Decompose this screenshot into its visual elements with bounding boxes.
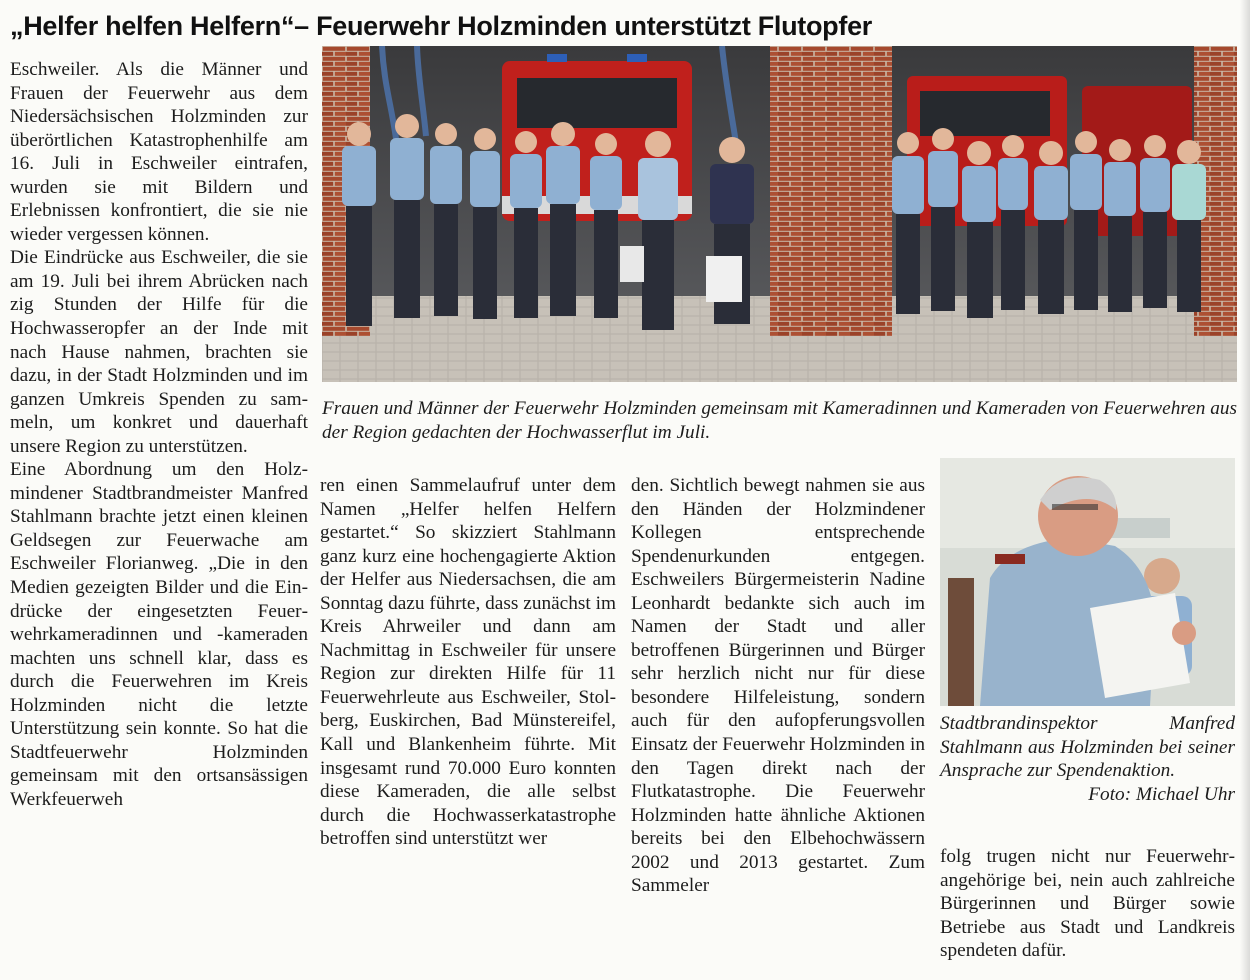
article-paragraph: Eschweiler. Als die Männer und Frauen der Feuerwehr aus dem Niedersächsischen Holzminden zur überörtlichen Katastrophenhilfe am 16. Juli in Eschweiler eintrafen, wurden sie mit Bildern und Erlebnissen konfrontiert, die sie nie wieder vergessen können. bbox=[10, 59, 308, 245]
article-column-2 bbox=[320, 474, 616, 851]
photo-caption-side bbox=[940, 712, 1235, 806]
photo-caption-main: Frauen und Männer der Feuerwehr Holzminden gemeinsam mit Kameradinnen und Kameraden von Feuerwehren aus der Region gedachten der Hochwasserflut im Juli. bbox=[322, 398, 1237, 443]
caption-side-text: Stadtbrandinspektor Manfred Stahlmann aus Holzminden bei seiner Ansprache zur Spendenaktion. bbox=[940, 713, 1235, 781]
article-paragraph: Die Eindrücke aus Eschweiler, die sie am 19. Juli bei ihrem Abrücken nach zig Stunden der Hilfe für die Hochwasseropfer an der Inde mit nach Hause nahmen, brachten sie dazu, in der Stadt Holzminden und im ganzen Umkreis Spenden zu sammeln, um konkret und dauerhaft unsere Region zu unterstützen. bbox=[10, 247, 308, 457]
group-photo-firefighters bbox=[322, 46, 1237, 382]
article-column-1 bbox=[10, 58, 308, 812]
article-paragraph: folg trugen nicht nur Feuerwehrangehörige bei, nein auch zahlreiche Bürgerinnen und Bürger sowie Betriebe aus Stadt und Landkreis spendeten dafür. bbox=[940, 846, 1235, 962]
photo-credit: Foto: Michael Uhr bbox=[1088, 783, 1235, 805]
scan-edge-shadow bbox=[1240, 0, 1250, 980]
article-paragraph: den. Sichtlich bewegt nahmen sie aus den Händen der Holzmindener Kollegen entsprechende Spendenurkunden entgegen. Eschweilers Bürgermeisterin Nadine Leonhardt bedankte sich auch im Namen der Stadt und aller betroffenen Bürgerinnen und Bürger sehr herzlich nicht nur für diese besondere Hilfeleistung, sondern auch für den aufopferungsvollen Einsatz der Feuerwehr Holzminden in den Tagen direkt nach der Flutkatastrophe. Die Feuerwehr Holzminden hatte ähnliche Aktionen bereits bei den Elbehochwässern 2002 und 2013 gestartet. Zum Sammeler bbox=[631, 475, 925, 897]
article-paragraph: ren einen Sammelaufruf unter dem Namen „Helfer helfen Helfern gestartet.“ So skizziert Stahlmann ganz kurz eine hochengagierte Aktion der Helfer aus Niedersachsen, die am Sonntag dazu führte, dass zunächst im Kreis Ahrweiler und dann am Nachmittag in Eschweiler für unsere Region zur direkten Hilfe für 11 Feuerwehrleute aus Eschweiler, Stolberg, Euskirchen, Bad Münstereifel, Kall und Blankenheim führte. Mit insgesamt rund 70.000 Euro konnten diese Kameraden, die alle selbst durch die Hochwasserkatastrophe betroffen sind unterstützt wer bbox=[320, 475, 616, 850]
article-paragraph: Eine Abordnung um den Holzmindener Stadtbrandmeister Manfred Stahlmann brachte jetzt einen kleinen Geldsegen zur Feuerwache am Eschweiler Florianweg. „Die in den Medien gezeigten Bilder und die Eindrücke der eingesetzten Feuerwehrkameradinnen und -kameraden machten uns schnell klar, dass es durch die Feuerwehren im Kreis Holzminden nicht die letzte Unterstützung sein konnte. So hat die Stadtfeuerwehr Holzminden gemeinsam mit den ortsansässigen Werkfeuerweh bbox=[10, 459, 308, 810]
article-headline: „Helfer helfen Helfern“– Feuerwehr Holzminden unterstützt Flutopfer bbox=[10, 11, 872, 41]
fire-station-group-illustration bbox=[322, 46, 1237, 382]
speaker-illustration bbox=[940, 458, 1235, 706]
article-column-4 bbox=[940, 845, 1235, 963]
article-column-3 bbox=[631, 474, 925, 898]
speaker-photo bbox=[940, 458, 1235, 706]
